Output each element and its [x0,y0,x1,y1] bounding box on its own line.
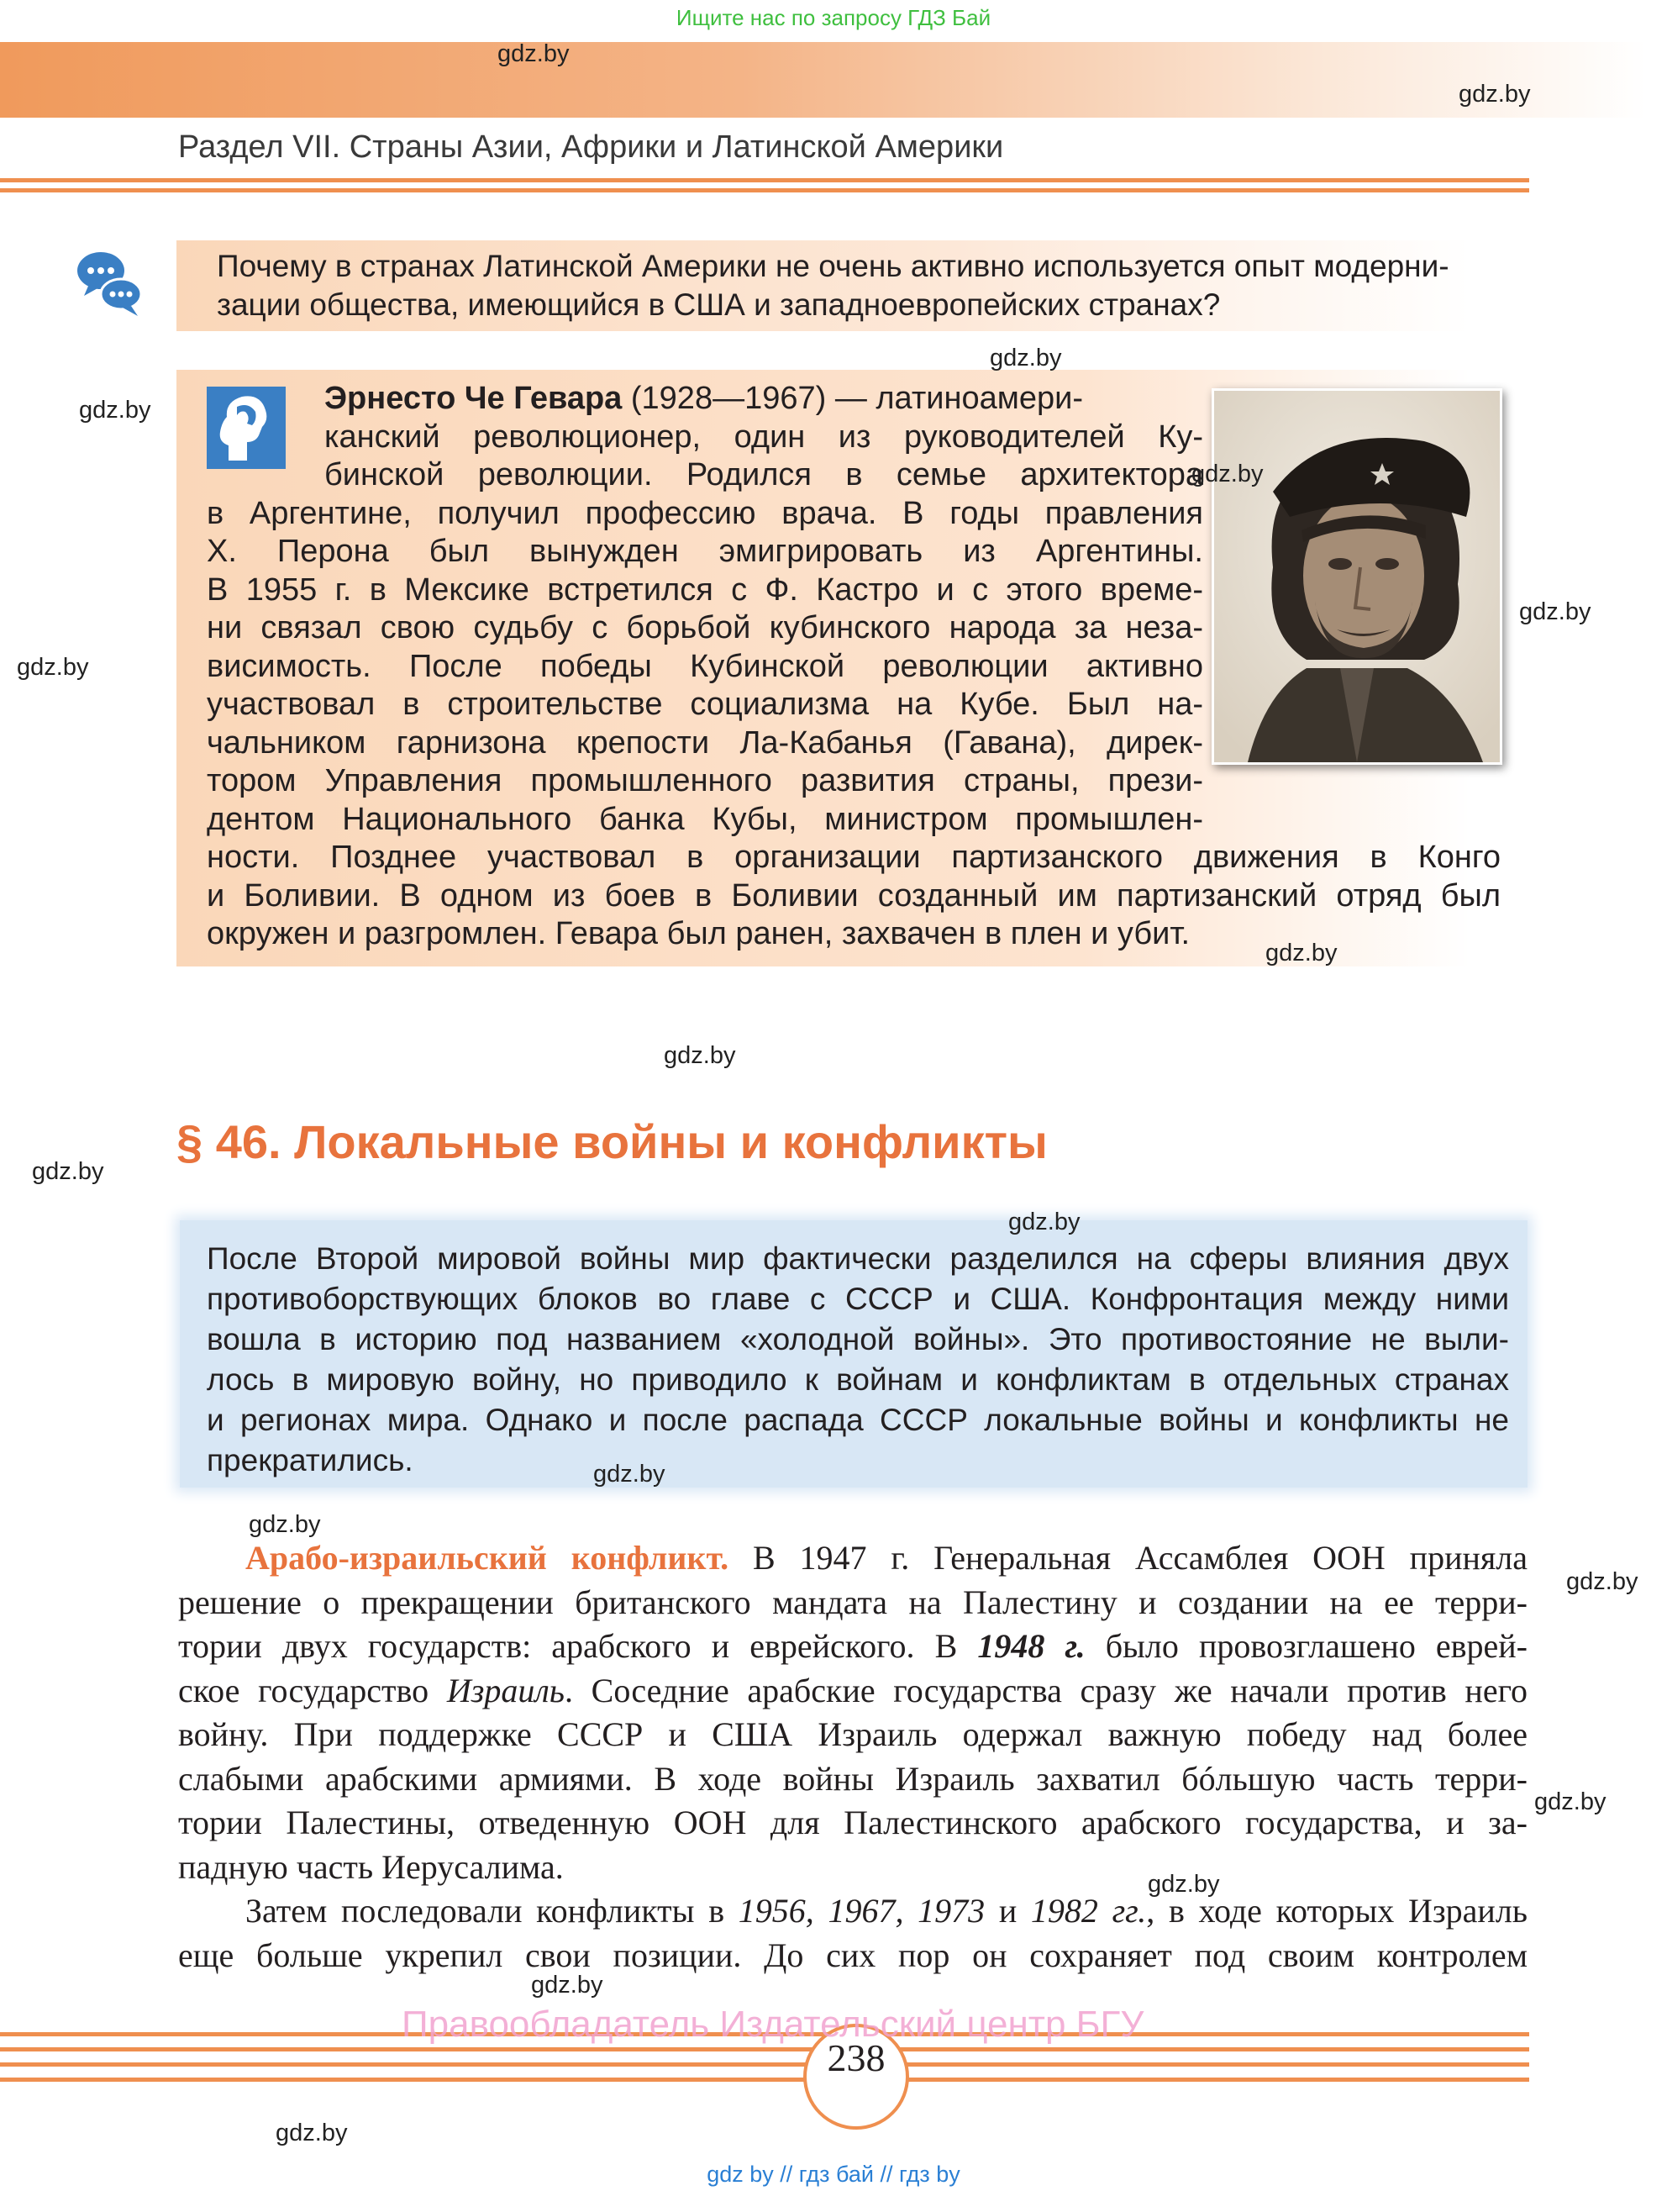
header-rule [0,188,1529,192]
biography-line: бинской революции. Родился в семье архитектора [324,457,1203,492]
body-line: падную часть Иерусалима. [178,1847,564,1886]
copyright-notice: Правообладатель Издательский центр БГУ [402,2004,1144,2045]
biography-line: В 1955 г. в Мексике встретился с Ф. Кастро и с этого време- [207,571,1203,608]
intro-line: После Второй мировой войны мир фактически разделился на сферы влияния двух [207,1241,1509,1276]
top-search-link[interactable]: Ищите нас по запросу ГДЗ Бай [676,5,991,30]
biography-line: ни связал свою судьбу с борьбой кубинского народа за неза- [207,610,1203,645]
body-line: ское государство Израиль. Соседние арабские государства сразу же начали против него [178,1671,1528,1709]
biography-line: тором Управления промышленного развития страны, прези- [207,763,1203,798]
watermark: gdz.by [1008,1209,1081,1235]
speech-bubbles-icon [72,245,148,321]
portrait-photo [1212,388,1502,765]
body-line: еще больше укрепил свои позиции. До сих пор он сохраняет под своим контролем [178,1936,1528,1974]
body-line: решение о прекращении британского мандата на Палестину и создании на ее терри- [178,1583,1528,1621]
body-line: слабыми арабскими армиями. В ходе войны Израиль захватил бóльшую часть терри- [178,1759,1528,1798]
intro-line: противоборствующих блоков во главе с СССР и США. Конфронтация между ними [207,1282,1509,1316]
watermark: gdz.by [1534,1788,1607,1815]
footer-rule [0,2062,1529,2067]
subsection-heading: Арабо-израильский конфликт. [245,1539,729,1577]
watermark: gdz.by [1459,81,1531,108]
watermark: gdz.by [1265,940,1338,966]
body-line: Затем последовали конфликты в 1956, 1967, 1973 и 1982 гг., в ходе которых Израиль [245,1892,1528,1930]
footer-rule [0,2047,1529,2051]
paragraph-title: § 46. Локальные войны и конфликты [176,1115,1048,1168]
watermark: gdz.by [664,1042,736,1069]
header-rule [0,178,1529,182]
intro-line: вошла в историю под названием «холодной войны». Это противостояние не выли- [207,1322,1509,1356]
intro-line: прекратились. [207,1443,413,1477]
biography-name: Эрнесто Че Гевара [324,381,623,416]
biography-line: канский революционер, один из руководителей Ку- [324,419,1203,455]
biography-line: участвовал в строительстве социализма на Кубе. Был на- [207,687,1203,722]
person-profile-icon [207,387,286,469]
question-line: Почему в странах Латинской Америки не очень активно используется опыт модерни- [217,249,1449,283]
bottom-links[interactable]: gdz by // гдз бай // гдз by [707,2162,960,2187]
question-line: зации общества, имеющийся в США и западноевропейских странах? [217,287,1221,322]
biography-line: чальником гарнизона крепости Ла-Кабанья (Гавана), дирек- [207,724,1203,761]
watermark: gdz.by [249,1511,321,1538]
section-title: Раздел VII. Страны Азии, Африки и Латинской Америки [178,129,1004,165]
biography-line: окружен и разгромлен. Гевара был ранен, захвачен в плен и убит. [207,916,1191,951]
watermark: gdz.by [32,1158,104,1185]
biography-line: и Боливии. В одном из боев в Боливии созданный им партизанский отряд был [207,877,1501,914]
watermark: gdz.by [17,654,89,681]
body-line: тории двух государств: арабского и еврейского. В 1948 г. было провозглашено еврей- [178,1627,1528,1665]
body-line: войну. При поддержке СССР и США Израиль одержал важную победу над более [178,1715,1528,1753]
intro-line: лось в мировую войну, но приводило к войнам и конфликтам в отдельных странах [207,1362,1509,1397]
watermark: gdz.by [1566,1568,1638,1595]
header-band [0,42,1647,118]
biography-line: дентом Национального банка Кубы, министром промышлен- [207,801,1203,837]
watermark: gdz.by [1191,461,1264,487]
watermark: gdz.by [79,397,151,424]
page-number: 238 [827,2036,886,2079]
question-text [217,247,1477,324]
watermark: gdz.by [990,345,1062,371]
watermark: gdz.by [1148,1871,1220,1898]
intro-text [207,1239,1509,1481]
biography-line: ности. Позднее участвовал в организации партизанского движения в Конго [207,840,1501,875]
biography-line: висимость. После победы Кубинской революции активно [207,648,1203,684]
footer-rule [0,2078,1529,2082]
watermark: gdz.by [276,2120,348,2146]
biography-line: Эрнесто Че Гевара (1928—1967) — латиноамери- [324,381,1084,416]
biography-line: Х. Перона был вынужден эмигрировать из Аргентины. [207,534,1203,569]
body-line: Арабо-израильский конфликт. В 1947 г. Генеральная Ассамблея ООН приняла [245,1539,1528,1577]
body-line: тории Палестины, отведенную ООН для Палестинского арабского государства, и за- [178,1804,1528,1841]
watermark: gdz.by [497,40,570,67]
watermark: gdz.by [1519,598,1591,625]
watermark: gdz.by [593,1461,665,1488]
biography-line: в Аргентине, получил профессию врача. В годы правления [207,495,1203,531]
intro-line: и регионах мира. Однако и после распада СССР локальные войны и конфликты не [207,1403,1509,1437]
watermark: gdz.by [531,1972,603,1999]
